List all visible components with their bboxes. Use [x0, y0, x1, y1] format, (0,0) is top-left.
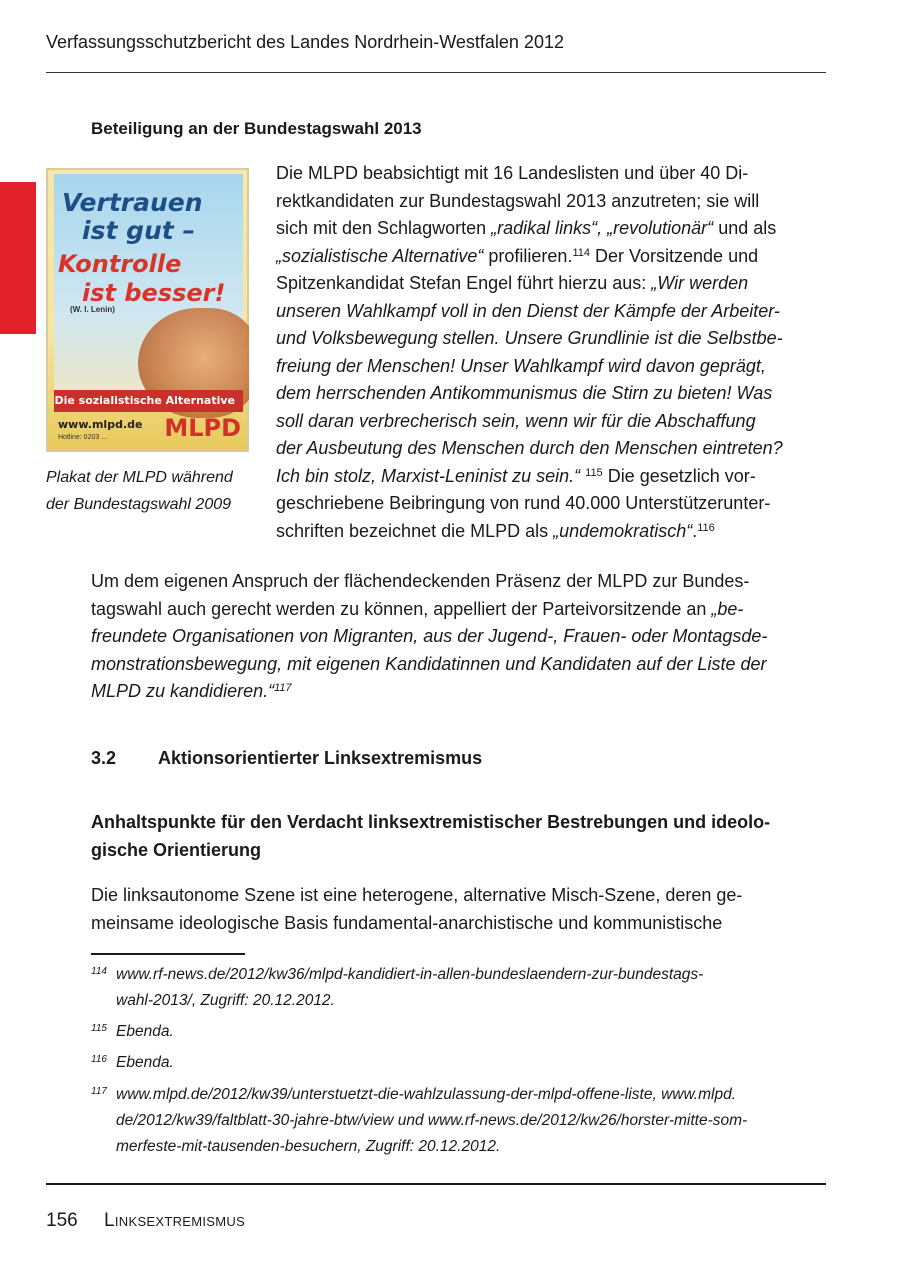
poster-text: ist besser!	[82, 279, 226, 307]
page-number: 156	[46, 1210, 78, 1231]
poster-logo: MLPD	[164, 414, 241, 442]
image-caption: Plakat der MLPD während der Bundestagswahl 2009	[46, 469, 233, 513]
paragraph-autonomous-scene: Die linksautonome Szene ist eine heterogene, alternative Misch-Szene, deren ge- meinsame ideologische Basis fundamental-anarchistische und kommunistische	[91, 885, 743, 933]
poster-website: www.mlpd.de	[58, 418, 143, 431]
poster-text: ist gut –	[82, 216, 195, 245]
paragraph-election-participation: Die MLPD beabsichtigt mit 16 Landeslisten und über 40 Di- rektkandidaten zur Bundestagswahl 2013 anzutreten; sie will sich mit den Schlagworten „radikal links“, „revolutionär“ und als „sozialistische Alternative“ profilieren.$^{114}$ Der Vorsitzende und Spitzenkandidat Stefan Engel führt hierzu aus: „Wir werden unseren Wahlkampf voll in den Dienst der Kämpfe der Arbeiter- und Volksbewegung stellen. Unsere Grundlinie ist die Selbstbe- freiung der Menschen! Unser Wahlkampf wird davon geprägt, dem herrschenden Antikommunismus die Stirn zu bieten! Was soll daran verbrecherisch sein, wenn wir für die Abschaffung der Ausbeutung des Menschen durch den Menschen eintreten? Ich bin stolz, Marxist-Leninist zu sein.“ $^{115}$ Die gesetzlich vor- geschriebene Beibringung von rund 40.000 Unterstützerunter- schriften bezeichnet die MLPD als „undemokratisch“.$^{116}$	[276, 163, 783, 541]
chapter-marker-tab	[0, 182, 36, 334]
mlpd-poster-image	[46, 168, 249, 452]
footnote-ref[interactable]: 116	[697, 521, 715, 534]
subsection-heading: Beteiligung an der Bundestagswahl 2013	[91, 119, 422, 138]
paragraph-presence-appeal: Um dem eigenen Anspruch der flächendeckenden Präsenz der MLPD zur Bundes- tagswahl auch gerecht werden zu können, appelliert der Parteivorsitzende an „be- freundete Organisationen von Migranten, aus der Jugend-, Frauen- oder Montagsde- monstrationsbewegung, mit eigenen Kandidatinnen und Kandidaten auf der Liste der MLPD zu kandidieren.“$^{117}$	[91, 571, 768, 701]
footnote-link[interactable]: www.mlpd.de/2012/kw39/unterstuetzt-die-wahlzulassung-der-mlpd-offene-liste, www.mlpd.	[116, 1086, 736, 1103]
poster-attribution: (W. I. Lenin)	[70, 305, 115, 314]
chapter-title: Linksextremismus	[104, 1210, 246, 1231]
subheading: Anhaltspunkte für den Verdacht linksextremistischer Bestrebungen und ideolo- gische Orientierung	[91, 812, 771, 860]
footnote-ref[interactable]: 114	[572, 246, 590, 259]
footnote-ref[interactable]: 115	[585, 466, 603, 479]
footnote-link[interactable]: de/2012/kw39/faltblatt-30-jahre-btw/view und www.rf-news.de/2012/kw26/horster-mitte-som-	[116, 1112, 748, 1129]
section-title: Aktionsorientierter Linksextremismus	[158, 748, 483, 768]
header-rule	[46, 72, 826, 73]
section-number: 3.2	[91, 748, 117, 768]
footnote-separator	[91, 953, 245, 955]
poster-text: Kontrolle	[58, 250, 182, 278]
poster-text: Vertrauen	[62, 188, 203, 217]
running-header: Verfassungsschutzbericht des Landes Nordrhein-Westfalen 2012	[46, 32, 564, 52]
footnote-ref[interactable]: 117	[274, 682, 292, 694]
footer-rule	[46, 1183, 826, 1185]
poster-hotline: Hotline: 0203 ...	[58, 434, 108, 441]
footnote-link[interactable]: www.rf-news.de/2012/kw36/mlpd-kandidiert-in-allen-bundeslaendern-zur-bundestags-	[116, 966, 704, 983]
poster-banner: Die sozialistische Alternative	[54, 390, 243, 412]
